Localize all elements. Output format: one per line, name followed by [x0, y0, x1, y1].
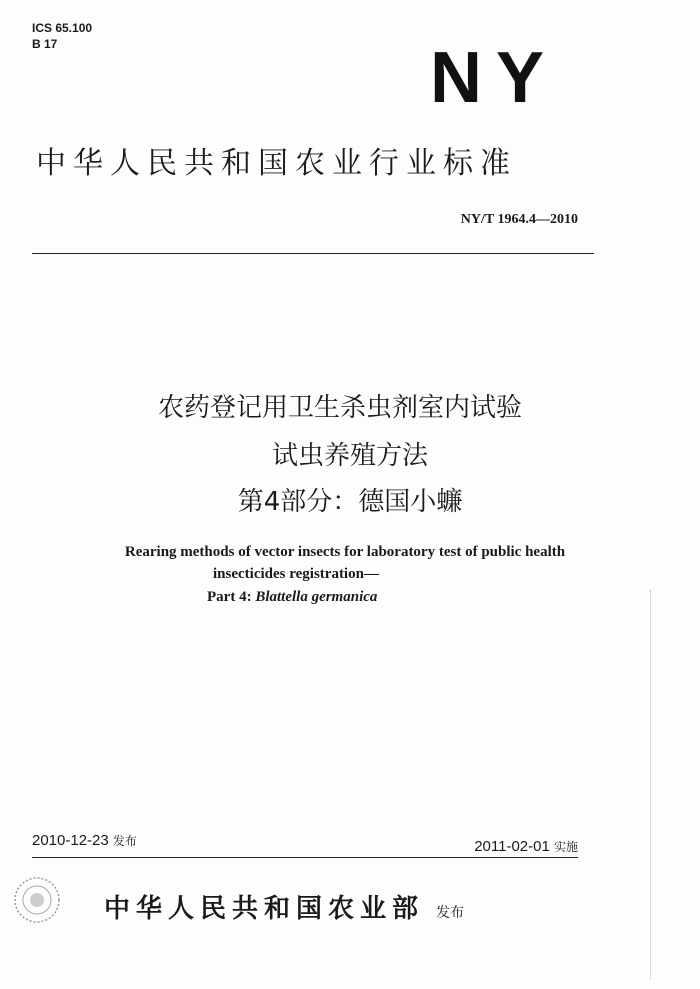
standard-number: NY/T 1964.4—2010	[460, 212, 578, 227]
title-zh-line1: 农药登记用卫生杀虫剂室内试验	[157, 393, 522, 423]
scan-edge-line	[650, 590, 651, 980]
title-zh-line2: 试虫养殖方法	[271, 441, 428, 471]
standard-title: 中华人民共和国农业行业标准	[36, 146, 517, 181]
title-en-line1: Rearing methods of vector insects for laboratory test of public health	[124, 544, 566, 560]
header-divider	[32, 253, 594, 254]
implement-date: 2011-02-01	[474, 838, 550, 855]
issuing-label: 发布	[436, 905, 464, 921]
title-en-species: Blattella germanica	[255, 589, 378, 605]
publish-label: 发布	[112, 834, 137, 848]
implement-label: 实施	[553, 840, 578, 854]
ics-block	[32, 20, 92, 52]
ny-logo: NY	[430, 38, 559, 118]
class-code: B 17	[32, 37, 58, 51]
publish-date: 2010-12-23	[32, 832, 109, 849]
publish-date-block	[32, 832, 137, 849]
title-en-part: Part 4:	[207, 589, 256, 605]
seal-icon	[12, 875, 62, 925]
ics-code: ICS 65.100	[32, 21, 93, 35]
footer-divider	[32, 857, 578, 858]
title-en-line2: insecticides registration—	[213, 566, 379, 582]
title-zh-line3: 第4部分：德国小蠊	[237, 487, 463, 517]
implement-date-block	[474, 838, 578, 855]
title-en-line3	[207, 587, 377, 608]
issuing-ministry: 中华人民共和国农业部	[104, 894, 425, 924]
